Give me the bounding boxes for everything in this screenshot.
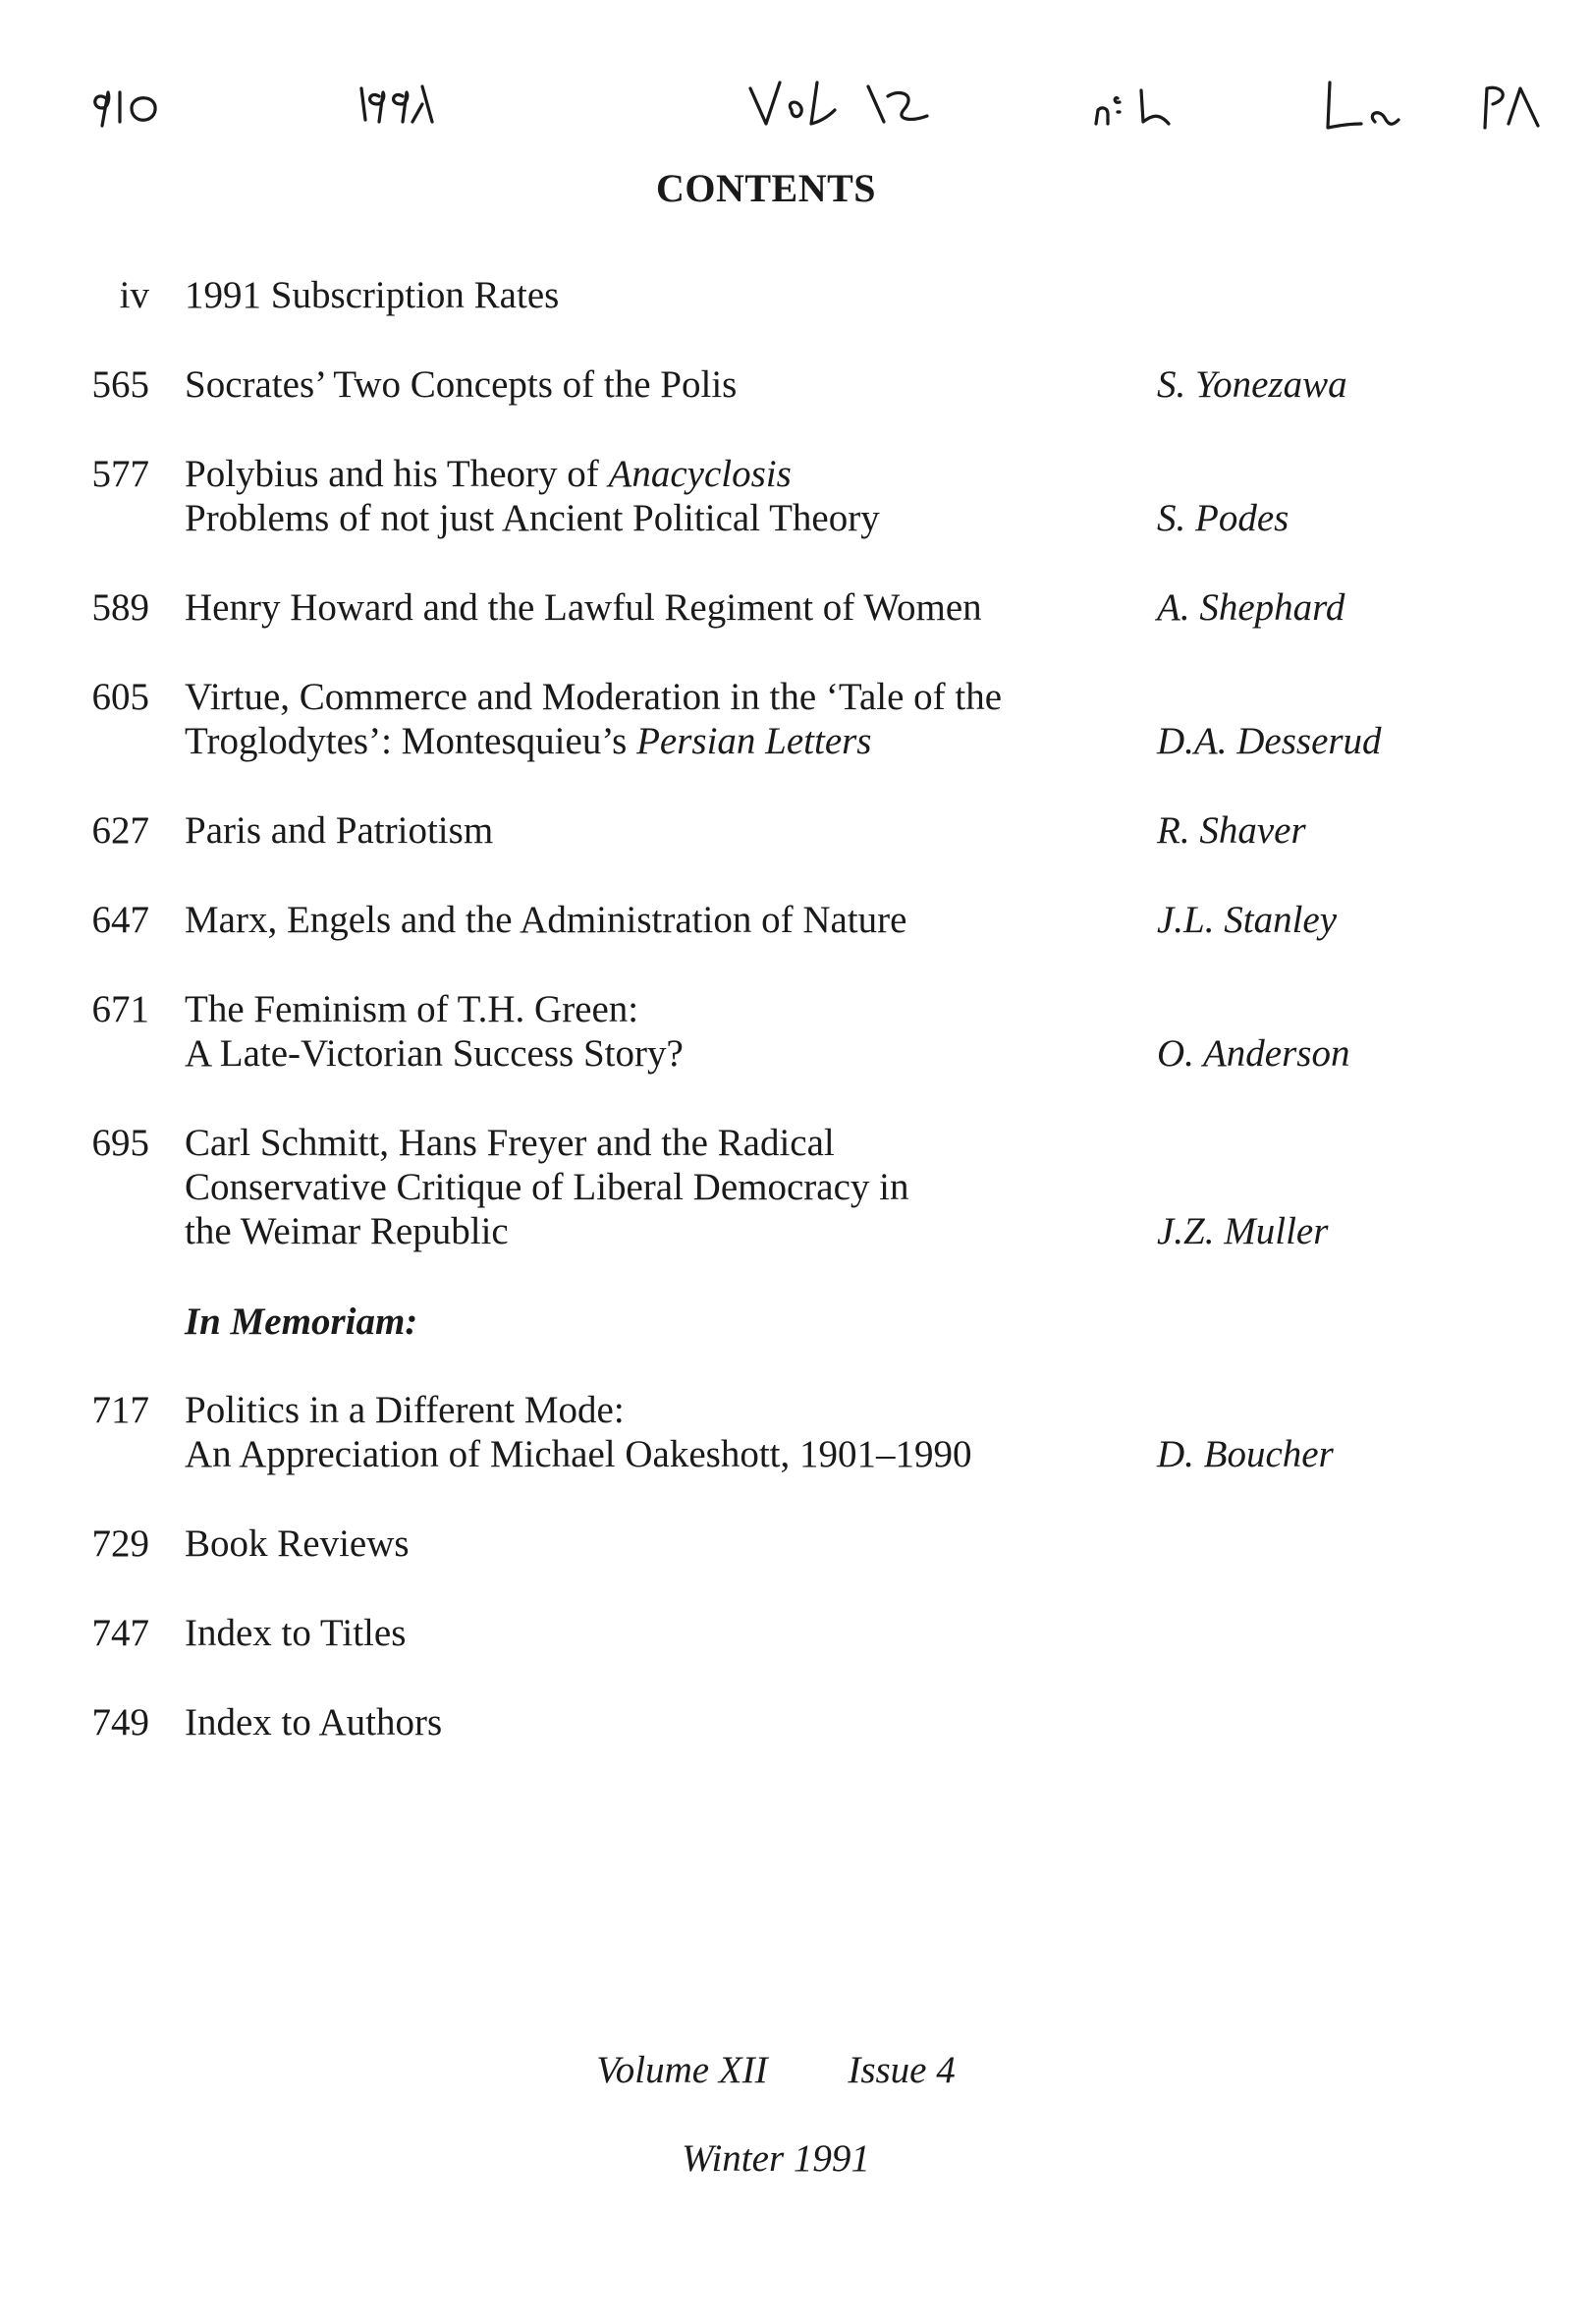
entry-author: D. Boucher	[1157, 1433, 1334, 1475]
page-number: 671	[91, 988, 149, 1030]
entry-author: D.A. Desserud	[1157, 720, 1382, 762]
title-line: Index to Titles	[185, 1612, 407, 1654]
entry-title	[185, 273, 1167, 317]
handwritten-annotations	[0, 69, 1591, 157]
page-number: 627	[91, 809, 149, 852]
entry-title	[185, 1700, 1167, 1744]
title-line: Book Reviews	[185, 1522, 410, 1565]
page-number: 589	[91, 586, 149, 629]
volume-label: Volume XII	[596, 2049, 768, 2091]
footer-season: Winter 1991	[682, 2137, 870, 2180]
title-line: Marx, Engels and the Administration of Nature	[185, 899, 907, 941]
title-line-text: Troglodytes’: Montesquieu’s	[185, 720, 637, 762]
page-number: 729	[91, 1522, 149, 1565]
page-number: 565	[91, 363, 149, 406]
page-number: 717	[91, 1389, 149, 1431]
page-number: 695	[91, 1122, 149, 1164]
handwriting-drawing	[0, 69, 1591, 157]
issue-label: Issue 4	[848, 2049, 956, 2091]
title-line-text: Polybius and his Theory of	[185, 453, 609, 495]
page-number: 605	[91, 676, 149, 718]
entry-author: O. Anderson	[1157, 1032, 1350, 1075]
entry-author: S. Podes	[1157, 497, 1289, 539]
title-line: A Late-Victorian Success Story?	[185, 1032, 684, 1075]
title-italic: Persian Letters	[636, 720, 872, 762]
page-number: 647	[91, 899, 149, 941]
page-number: 749	[91, 1701, 149, 1743]
section-heading-in-memoriam: In Memoriam:	[185, 1300, 418, 1343]
entry-author: R. Shaver	[1157, 809, 1306, 852]
title-line: 1991 Subscription Rates	[185, 274, 560, 316]
title-line: Problems of not just Ancient Political Theory	[185, 497, 880, 539]
title-line: Paris and Patriotism	[185, 809, 494, 852]
entry-title	[185, 808, 1167, 853]
title-line: the Weimar Republic	[185, 1210, 509, 1252]
title-line: Socrates’ Two Concepts of the Polis	[185, 363, 738, 406]
entry-title	[185, 898, 1167, 942]
page-number: 747	[91, 1612, 149, 1654]
title-line: Conservative Critique of Liberal Democracy in	[185, 1166, 909, 1208]
page-title: CONTENTS	[655, 166, 877, 210]
entry-title	[185, 987, 1167, 1076]
entry-title	[185, 1121, 1167, 1253]
entry-title	[185, 1388, 1167, 1476]
entry-title	[185, 675, 1167, 763]
title-line: Carl Schmitt, Hans Freyer and the Radical	[185, 1122, 835, 1164]
title-line: Virtue, Commerce and Moderation in the ‘Tale of the	[185, 676, 1003, 718]
title-line: Politics in a Different Mode:	[185, 1389, 625, 1431]
title-line: Henry Howard and the Lawful Regiment of Women	[185, 586, 982, 629]
page-number: 577	[91, 453, 149, 495]
entry-author: S. Yonezawa	[1157, 363, 1347, 406]
entry-author: A. Shephard	[1157, 586, 1345, 629]
entry-title	[185, 585, 1167, 630]
title-line: The Feminism of T.H. Green:	[185, 988, 639, 1030]
title-line	[185, 719, 1167, 763]
footer-volume-issue	[0, 2048, 1552, 2092]
entry-title	[185, 1611, 1167, 1655]
entry-title	[185, 1522, 1167, 1566]
entry-title	[185, 362, 1167, 407]
entry-title	[185, 452, 1167, 540]
entry-author: J.L. Stanley	[1157, 899, 1338, 941]
title-line: An Appreciation of Michael Oakeshott, 1901–1990	[185, 1433, 972, 1475]
page-number: iv	[119, 274, 149, 316]
entry-author: J.Z. Muller	[1157, 1210, 1329, 1252]
title-line	[185, 452, 1167, 496]
title-italic: Anacyclosis	[608, 453, 792, 495]
title-line: Index to Authors	[185, 1701, 443, 1743]
